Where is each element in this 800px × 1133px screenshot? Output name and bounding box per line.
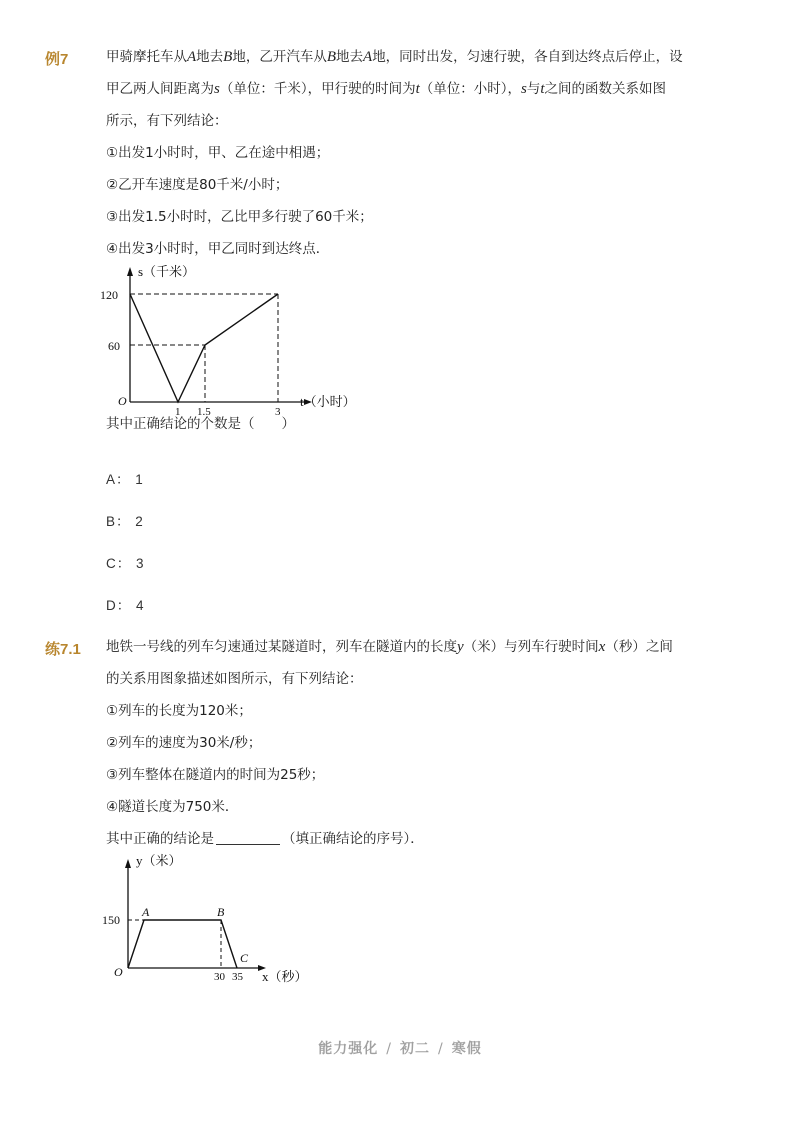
practice-length-time-graph: [100, 852, 310, 987]
practice-tag: 练7.1: [45, 641, 81, 658]
y-axis-arrow: [127, 267, 133, 276]
example-line-3: 所示，有下列结论：: [106, 113, 228, 129]
practice-line-2: 的关系用图象描述如图所示，有下列结论：: [106, 671, 363, 687]
point-a-label: A: [142, 905, 150, 919]
practice-conclusion-1: ①列车的长度为120米；: [106, 703, 252, 719]
y-tick-120: 120: [100, 288, 118, 302]
example-line-1: 甲骑摩托车从A地去B地，乙开汽车从B地去A地，同时出发，匀速行驶，各自到达终点后停止，设: [106, 49, 683, 65]
origin-label: O: [114, 965, 123, 979]
y-tick-60: 60: [108, 339, 120, 353]
example-conclusion-1: ①出发1小时时，甲、乙在途中相遇；: [106, 145, 330, 161]
footer-item-3: 寒假: [451, 1041, 482, 1057]
x-axis-label: t（小时）: [300, 394, 356, 409]
origin-label: O: [118, 394, 127, 408]
example-tag: 例7: [45, 51, 69, 68]
x-tick-3: 3: [275, 406, 281, 418]
example-line-2: 甲乙两人间距离为s（单位：千米），甲行驶的时间为t（单位：小时），s与t之间的函数关系如图: [106, 81, 667, 97]
option-d[interactable]: D： 4: [106, 598, 145, 613]
point-b-label: B: [217, 905, 225, 919]
practice-conclusion-4: ④隧道长度为750米．: [106, 799, 239, 815]
footer-item-2: 初二: [400, 1041, 430, 1057]
distance-line: [130, 294, 278, 402]
footer-separator: /: [386, 1041, 392, 1057]
y-axis-label: s（千米）: [138, 264, 196, 279]
practice-conclusion-3: ③列车整体在隧道内的时间为25秒；: [106, 767, 325, 783]
x-tick-30: 30: [214, 971, 225, 983]
y-axis-label: y（米）: [136, 853, 182, 868]
option-c[interactable]: C： 3: [106, 556, 145, 571]
example-conclusion-4: ④出发3小时时，甲乙同时到达终点．: [106, 241, 330, 257]
x-tick-1-5: 1.5: [197, 406, 211, 418]
example-distance-time-graph: [100, 262, 360, 420]
option-a[interactable]: A： 1: [106, 472, 144, 487]
answer-blank[interactable]: [216, 830, 280, 845]
y-axis-arrow: [125, 859, 131, 868]
footer-item-1: 能力强化: [318, 1041, 379, 1057]
example-conclusion-2: ②乙开车速度是80千米/小时；: [106, 177, 289, 193]
example-question: 其中正确结论的个数是（ ）: [106, 416, 295, 432]
practice-question: 其中正确的结论是 （填正确结论的序号）．: [106, 831, 424, 847]
option-b[interactable]: B： 2: [106, 514, 144, 529]
x-tick-1: 1: [175, 406, 181, 418]
practice-conclusion-2: ②列车的速度为30米/秒；: [106, 735, 262, 751]
practice-line-1: 地铁一号线的列车匀速通过某隧道时，列车在隧道内的长度y（米）与列车行驶时间x（秒）之间: [106, 639, 673, 655]
point-c-label: C: [240, 951, 249, 965]
footer-separator: /: [438, 1041, 444, 1057]
x-tick-35: 35: [232, 971, 243, 983]
example-conclusion-3: ③出发1.5小时时，乙比甲多行驶了60千米；: [106, 209, 373, 225]
y-tick-150: 150: [102, 913, 120, 927]
x-axis-label: x（秒）: [262, 969, 308, 984]
page-footer: [0, 1038, 800, 1058]
